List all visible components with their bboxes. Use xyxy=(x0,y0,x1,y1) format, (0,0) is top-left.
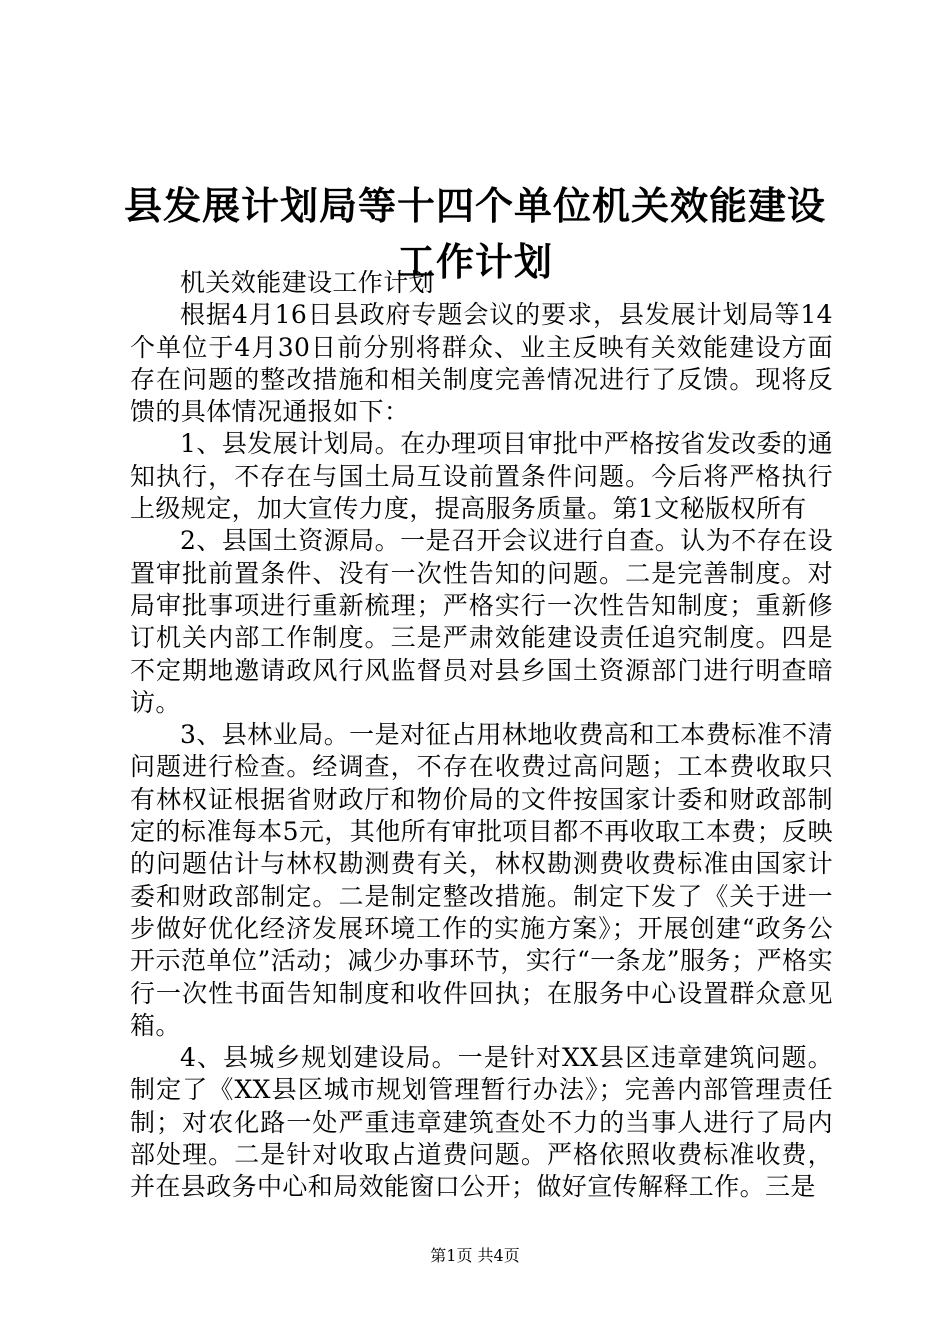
paragraph-item-2: 2、县国土资源局。一是召开会议进行自查。认为不存在设置审批前置条件、没有一次性告知的问题。二是完善制度。对局审批事项进行重新梳理；严格实行一次性告知制度；重新修订机关内部工作制度。三是严肃效能建设责任追究制度。四是不定期地邀请政风行风监督员对县乡国土资源部门进行明查暗访。 xyxy=(130,526,833,717)
document-subtitle: 机关效能建设工作计划 xyxy=(180,268,435,297)
paragraph-item-3: 3、县林业局。一是对征占用林地收费高和工本费标准不清问题进行检查。经调查，不存在收费过高问题；工本费收取只有林权证根据省财政厅和物价局的文件按国家计委和财政部制定的标准每本5元，其他所有审批项目都不再收取工本费；反映的问题估计与林权勘测费有关，林权勘测费收费标准由国家计委和财政部制定。二是制定整改措施。制定下发了《关于进一步做好优化经济发展环境工作的实施方案》；开展创建“政务公开示范单位”活动；减少办事环节，实行“一条龙”服务；严格实行一次性书面告知制度和收件回执；在服务中心设置群众意见箱。 xyxy=(130,720,833,1040)
document-title: 县发展计划局等十四个单位机关效能建设工作计划 xyxy=(123,184,826,284)
paragraph-intro: 根据4月16日县政府专题会议的要求，县发展计划局等14个单位于4月30日前分别将群众、业主反映有关效能建设方面存在问题的整改措施和相关制度完善情况进行了反馈。现将反馈的具体情况通报如下： xyxy=(130,300,833,427)
document-body xyxy=(130,267,833,1204)
paragraph-item-4: 4、县城乡规划建设局。一是针对XX县区违章建筑问题。制定了《XX县区城市规划管理暂行办法》；完善内部管理责任制；对农化路一处严重违章建筑查处不力的当事人进行了局内部处理。二是针对收取占道费问题。严格依照收费标准收费，并在县政务中心和局效能窗口公开；做好宣传解释工作。三是 xyxy=(130,1043,833,1202)
paragraph-item-1: 1、县发展计划局。在办理项目审批中严格按省发改委的通知执行，不存在与国土局互设前置条件问题。今后将严格执行上级规定，加大宣传力度，提高服务质量。第1文秘版权所有 xyxy=(130,429,833,524)
page-number-footer: 第1页 共4页 xyxy=(430,1246,520,1265)
